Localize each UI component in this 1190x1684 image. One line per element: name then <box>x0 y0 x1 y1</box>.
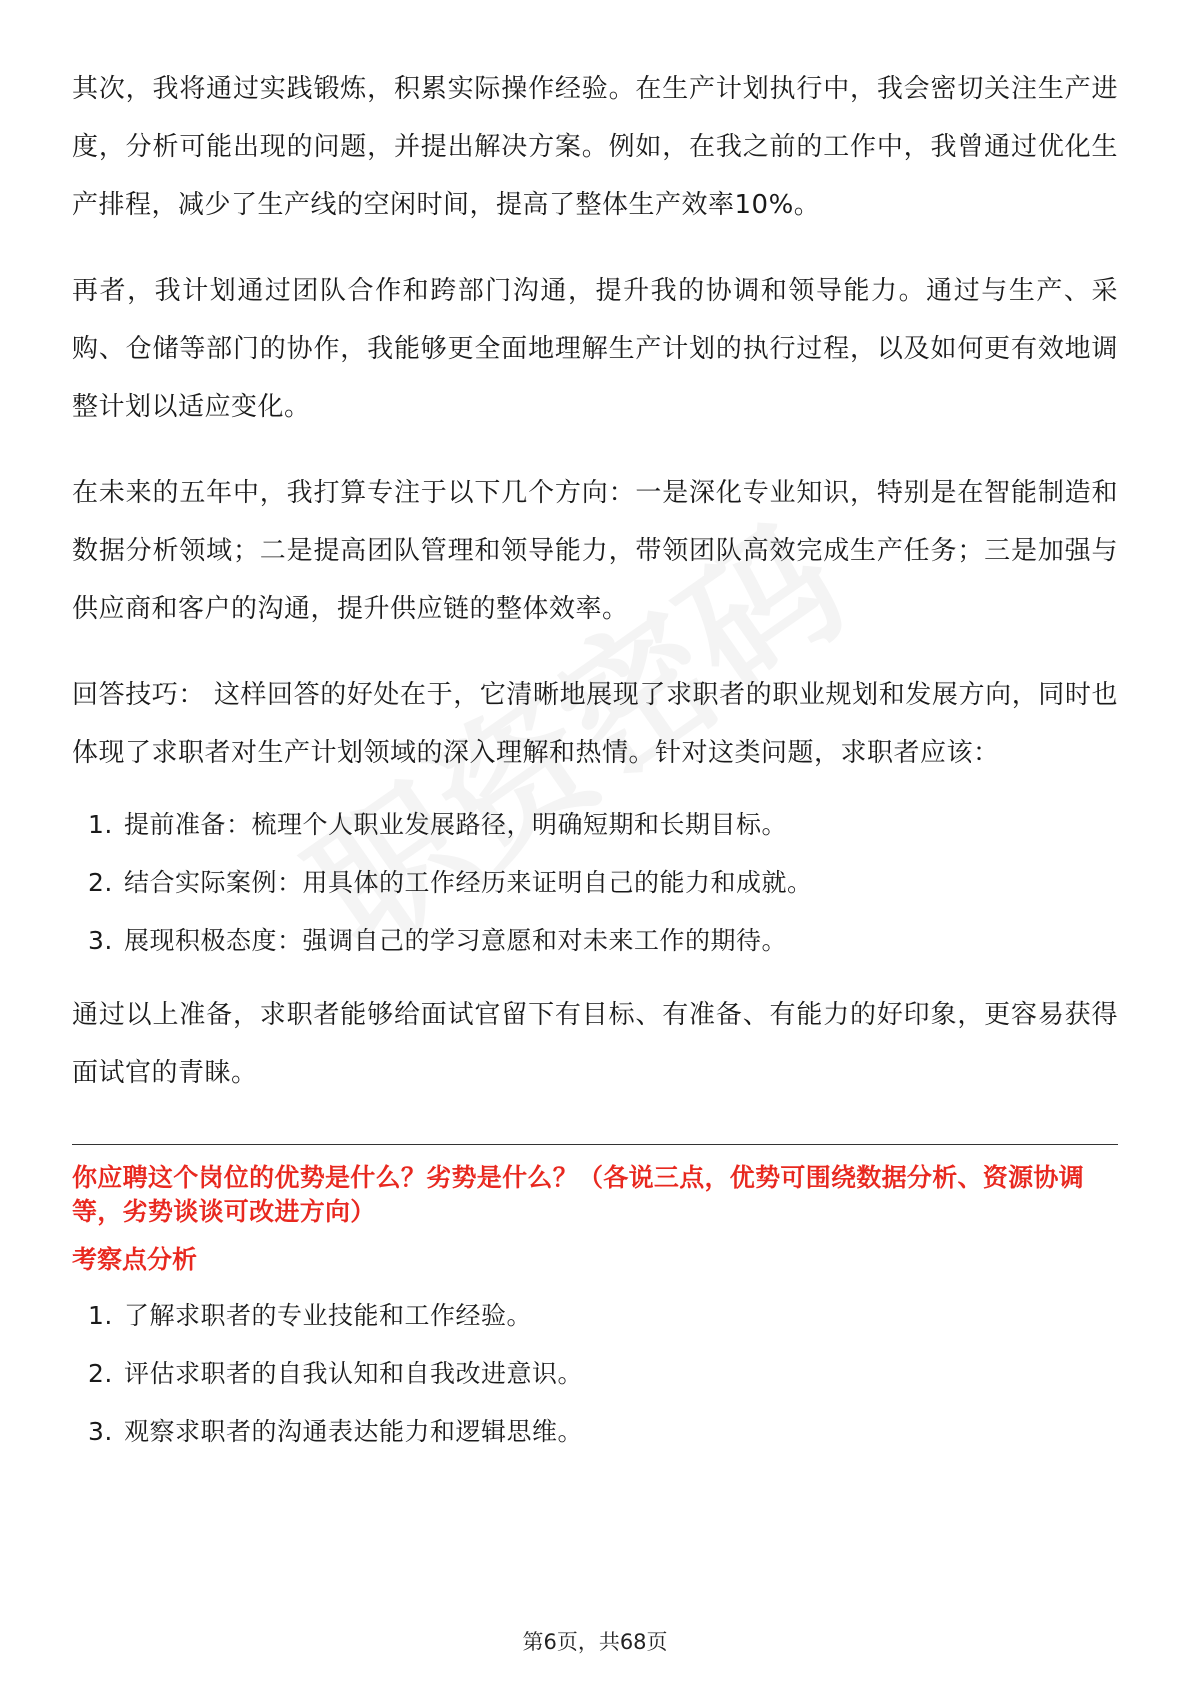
list-number: 1. <box>88 1301 113 1330</box>
analysis-list <box>72 1301 1118 1447</box>
list-item <box>72 1417 1118 1447</box>
paragraph-teamwork: 再者，我计划通过团队合作和跨部门沟通，提升我的协调和领导能力。通过与生产、采购、仓储等部门的协作，我能够更全面地理解生产计划的执行过程，以及如何更有效地调整计划以适应变化。 <box>72 276 1118 422</box>
list-text: 了解求职者的专业技能和工作经验。 <box>124 1301 533 1330</box>
analysis-heading: 考察点分析 <box>72 1245 198 1274</box>
list-item <box>72 926 1118 956</box>
page-footer: 第6页，共68页 <box>522 1630 668 1654</box>
list-item <box>72 1301 1118 1331</box>
section-divider <box>72 1144 1118 1145</box>
list-text: 评估求职者的自我认知和自我改进意识。 <box>124 1359 584 1388</box>
list-number: 1. <box>88 810 113 839</box>
list-number: 3. <box>88 1417 113 1446</box>
list-number: 2. <box>88 1359 113 1388</box>
question-heading: 你应聘这个岗位的优势是什么？劣势是什么？（各说三点，优势可围绕数据分析、资源协调等，劣势谈谈可改进方向） <box>72 1163 1085 1226</box>
list-text: 观察求职者的沟通表达能力和逻辑思维。 <box>124 1417 584 1446</box>
list-number: 2. <box>88 868 113 897</box>
list-item <box>72 1359 1118 1389</box>
paragraph-five-year-plan: 在未来的五年中，我打算专注于以下几个方向：一是深化专业知识，特别是在智能制造和数据分析领域；二是提高团队管理和领导能力，带领团队高效完成生产任务；三是加强与供应商和客户的沟通，提升供应链的整体效率。 <box>72 478 1118 624</box>
list-text: 展现积极态度：强调自己的学习意愿和对未来工作的期待。 <box>124 926 788 955</box>
list-text: 提前准备：梳理个人职业发展路径，明确短期和长期目标。 <box>124 810 788 839</box>
paragraph-closing: 通过以上准备，求职者能够给面试官留下有目标、有准备、有能力的好印象，更容易获得面试官的青睐。 <box>72 1000 1118 1088</box>
document-page <box>72 60 1118 1475</box>
list-item <box>72 810 1118 840</box>
tips-list <box>72 810 1118 956</box>
paragraph-practice: 其次，我将通过实践锻炼，积累实际操作经验。在生产计划执行中，我会密切关注生产进度，分析可能出现的问题，并提出解决方案。例如，在我之前的工作中，我曾通过优化生产排程，减少了生产线的空闲时间，提高了整体生产效率10%。 <box>72 74 1118 220</box>
list-text: 结合实际案例：用具体的工作经历来证明自己的能力和成就。 <box>124 868 813 897</box>
list-item <box>72 868 1118 898</box>
list-number: 3. <box>88 926 113 955</box>
paragraph-answer-tips: 回答技巧： 这样回答的好处在于，它清晰地展现了求职者的职业规划和发展方向，同时也体现了求职者对生产计划领域的深入理解和热情。针对这类问题，求职者应该： <box>72 680 1118 768</box>
